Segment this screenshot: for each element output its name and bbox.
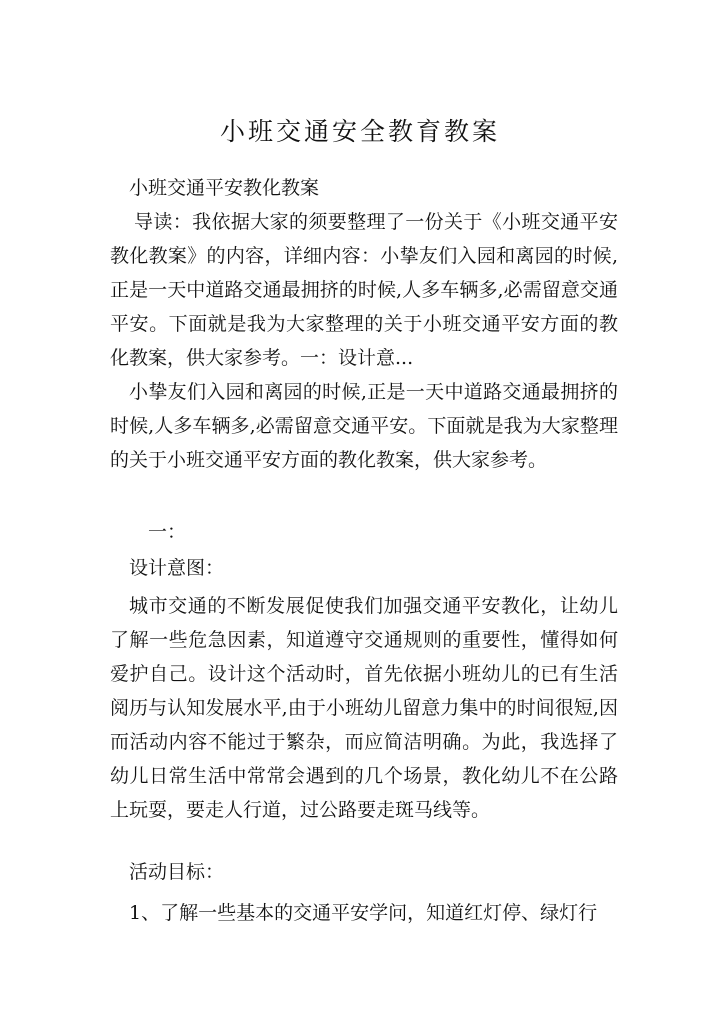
design-text-paragraph: 城市交通的不断发展促使我们加强交通平安教化，让幼儿了解一些危急因素，知道遵守交通规则的重要性，懂得如何爱护自己。设计这个活动时，首先依据小班幼儿的已有生活阅历与认知发展水平,由于小班幼儿留意力集中的时间很短,因而活动内容不能过于繁杂，而应简洁明确。为此，我选择了幼儿日常生活中常常会遇到的几个场景，教化幼儿不在公路上玩耍，要走人行道，过公路要走斑马线等。: [110, 595, 618, 821]
document-body-design: [110, 551, 618, 585]
document-title: 小班交通安全教育教案: [219, 117, 500, 146]
document-body-goal-1: [110, 896, 618, 930]
section-number-paragraph: 一：: [148, 521, 187, 543]
goals-heading-paragraph: 活动目标：: [129, 861, 225, 883]
document-body-goals: [110, 855, 618, 889]
document-body-section: [110, 515, 618, 549]
body-paragraph: 小挚友们入园和离园的时候,正是一天中道路交通最拥挤的时候,人多车辆多,必需留意交通平安。下面就是我为大家整理的关于小班交通平安方面的教化教案，供大家参考。: [110, 381, 618, 471]
goal-1-paragraph: 1、了解一些基本的交通平安学问，知道红灯停、绿灯行: [129, 902, 598, 924]
document-body: [110, 171, 618, 477]
design-heading-paragraph: 设计意图：: [129, 557, 225, 579]
intro-paragraph: 导读：我依据大家的须要整理了一份关于《小班交通平安教化教案》的内容，详细内容：小挚友们入园和离园的时候,正是一天中道路交通最拥挤的时候,人多车辆多,必需留意交通平安。下面就是我为大家整理的关于小班交通平安方面的教化教案，供大家参考。一：设计意...: [110, 211, 618, 369]
subtitle-paragraph: 小班交通平安教化教案: [129, 177, 320, 199]
document-body-design-text: [110, 589, 618, 827]
